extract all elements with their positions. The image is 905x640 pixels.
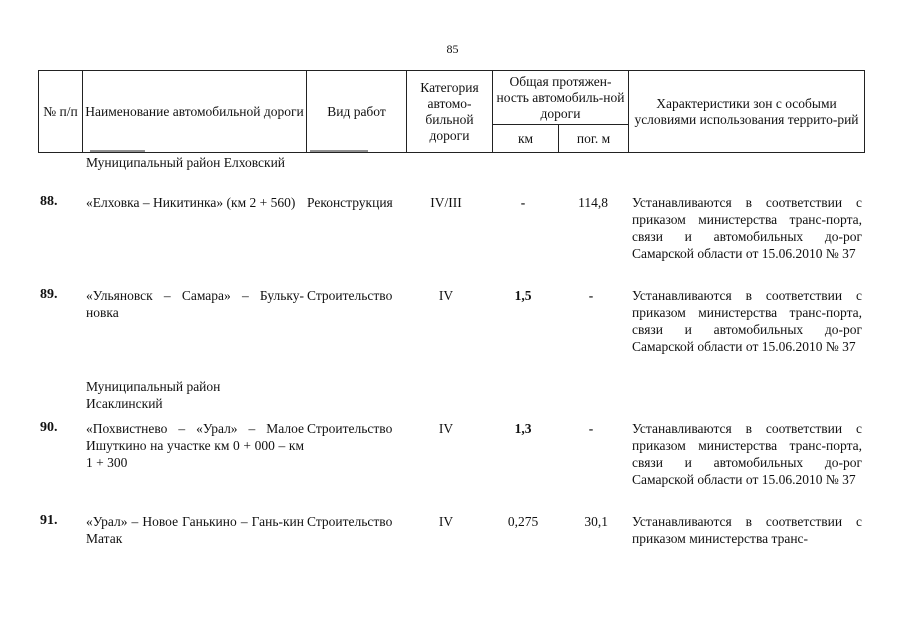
work-type: Строительство — [307, 514, 393, 529]
work-type: Строительство — [307, 288, 393, 303]
length-km: - — [520, 195, 526, 210]
length-pog-m: - — [588, 288, 594, 303]
work-type: Строительство — [307, 421, 393, 436]
row-number: 89. — [40, 287, 58, 302]
zones-text: Устанавливаются в соответствии с приказом министерства транс-порта, связи и автомобильных до-рог Самарской области от 15.06.2010 № 37 — [632, 195, 862, 261]
road-name: «Похвистнево – «Урал» – Малое Ишуткино на участке км 0 + 000 – км 1 + 300 — [86, 421, 304, 470]
length-km: 1,5 — [514, 288, 532, 303]
header-work-type: Вид работ — [307, 71, 407, 153]
length-pog-m: - — [588, 421, 594, 436]
road-category: IV — [438, 288, 454, 303]
header-num: № п/п — [39, 71, 83, 153]
scan-artifact — [310, 150, 368, 152]
work-type: Реконструкция — [307, 195, 393, 210]
header-length: Общая протяжен-ность автомобиль-ной дороги — [493, 71, 629, 125]
road-name: «Ульяновск – Самара» – Бульку-новка — [86, 288, 304, 320]
length-pog-m: 114,8 — [578, 195, 608, 210]
length-km: 0,275 — [507, 514, 539, 529]
page-number: 85 — [446, 42, 459, 56]
district-heading: Муниципальный район Елховский — [86, 155, 286, 170]
district-heading: Муниципальный район Исаклинский — [86, 379, 221, 411]
header-road-name: Наименование автомобильной дороги — [83, 71, 307, 153]
road-name: «Урал» – Новое Ганькино – Гань-кин Матак — [86, 514, 304, 546]
road-name: «Елховка – Никитинка» (км 2 + 560) — [86, 195, 296, 210]
table-header — [38, 70, 865, 153]
header-zones: Характеристики зон с особыми условиями использования террито-рий — [629, 71, 865, 153]
length-km: 1,3 — [514, 421, 532, 436]
header-category: Категория автомо-бильной дороги — [407, 71, 493, 153]
header-km: км — [493, 125, 559, 153]
length-pog-m: 30,1 — [584, 514, 608, 529]
row-number: 91. — [40, 513, 58, 528]
zones-text: Устанавливаются в соответствии с приказом министерства транс-порта, связи и автомобильных до-рог Самарской области от 15.06.2010 № 37 — [632, 288, 862, 354]
zones-text: Устанавливаются в соответствии с приказом министерства транс- — [632, 514, 862, 546]
scan-artifact — [90, 150, 145, 152]
zones-text: Устанавливаются в соответствии с приказом министерства транс-порта, связи и автомобильных до-рог Самарской области от 15.06.2010 № 37 — [632, 421, 862, 487]
road-category: IV — [438, 514, 454, 529]
road-category: IV — [438, 421, 454, 436]
row-number: 88. — [40, 194, 58, 209]
header-pog-m: пог. м — [559, 125, 629, 153]
road-category: IV/III — [430, 195, 462, 210]
row-number: 90. — [40, 420, 58, 435]
